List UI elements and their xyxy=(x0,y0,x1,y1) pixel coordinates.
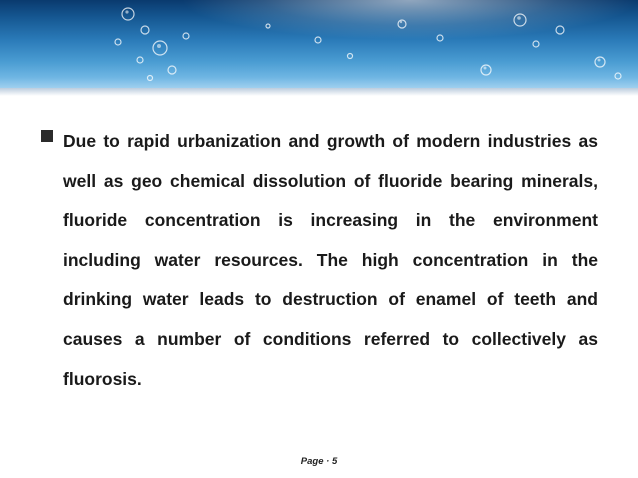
bullet-list xyxy=(42,122,598,399)
page-footer xyxy=(0,456,638,467)
header-shadow xyxy=(0,88,638,96)
page-number: 5 xyxy=(331,456,338,467)
bullet-paragraph: Due to rapid urbanization and growth of modern industries as well as geo chemical dissolution of fluoride bearing minerals, fluoride concentration is increasing in the environment including water resources. The high concentration in the drinking water leads to destruction of enamel of teeth and causes a number of conditions referred to collectively as fluorosis. xyxy=(63,131,598,389)
bubbles-decoration xyxy=(0,0,638,88)
square-bullet-icon xyxy=(41,130,53,142)
page-label: Page xyxy=(300,456,324,467)
header-banner-image xyxy=(0,0,638,88)
page-separator: · xyxy=(326,456,330,467)
